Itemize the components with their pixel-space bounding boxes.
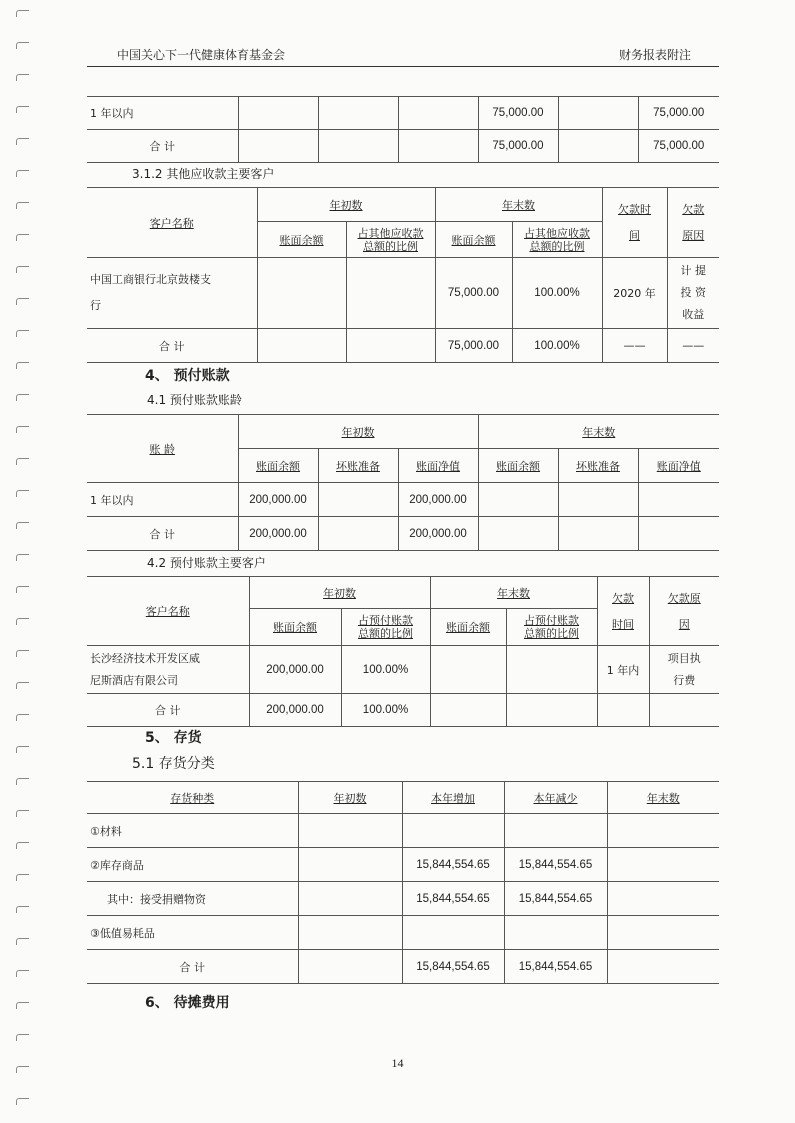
reason-a: 项目执 bbox=[667, 651, 701, 665]
table-row bbox=[87, 329, 719, 363]
header-time-b: 时间 bbox=[612, 617, 634, 631]
total-reason: —— bbox=[667, 329, 719, 363]
row-label: ②库存商品 bbox=[87, 848, 298, 882]
header-balance-end: 账面余额 bbox=[451, 233, 496, 247]
total-end-ratio: 100.00% bbox=[512, 329, 602, 363]
binding-mark bbox=[16, 106, 29, 113]
cell-decrease bbox=[504, 814, 607, 848]
binding-mark bbox=[16, 938, 29, 945]
col-increase: 本年增加 bbox=[431, 791, 475, 805]
binding-mark bbox=[16, 970, 29, 977]
col-end: 年末数 bbox=[646, 791, 680, 805]
binding-mark bbox=[16, 1034, 29, 1041]
table-row bbox=[87, 130, 719, 163]
table-row bbox=[87, 646, 719, 694]
binding-mark bbox=[16, 362, 29, 369]
overdue-time: 1 年内 bbox=[597, 646, 649, 694]
header-time-b: 间 bbox=[629, 229, 640, 242]
header-end: 年末数 bbox=[582, 425, 616, 439]
total-label: 合 计 bbox=[87, 329, 257, 363]
cell-value: 75,000.00 bbox=[478, 97, 558, 130]
binding-mark bbox=[16, 1002, 29, 1009]
header-rule bbox=[87, 66, 719, 67]
binding-mark bbox=[16, 458, 29, 465]
header-ratio-end-a: 占预付账款 bbox=[524, 614, 579, 627]
customer-name-a: 中国工商银行北京鼓楼支 bbox=[90, 273, 211, 286]
binding-mark bbox=[16, 266, 29, 273]
table-row bbox=[87, 950, 719, 984]
row-label: 合 计 bbox=[87, 517, 238, 551]
cell-increase bbox=[402, 916, 504, 950]
binding-mark bbox=[16, 74, 29, 81]
total-begin-ratio: 100.00% bbox=[341, 694, 430, 727]
header-reason-a: 欠款原 bbox=[667, 591, 701, 605]
section-4-title: 4、 预付账款 bbox=[145, 368, 230, 384]
header-ratio-a: 占其他应收款 bbox=[357, 226, 424, 240]
page-header bbox=[87, 44, 719, 64]
cell-value: 75,000.00 bbox=[478, 130, 558, 163]
table-row bbox=[87, 814, 719, 848]
binding-mark bbox=[16, 778, 29, 785]
col-bad-debt-end: 坏账准备 bbox=[576, 459, 621, 473]
binding-mark bbox=[16, 746, 29, 753]
table-row bbox=[87, 882, 719, 916]
cell-balance: 200,000.00 bbox=[238, 483, 318, 517]
cell-decrease bbox=[504, 916, 607, 950]
section-5-1-title: 5.1 存货分类 bbox=[132, 756, 215, 772]
cell-increase bbox=[402, 814, 504, 848]
header-customer: 客户名称 bbox=[145, 605, 190, 618]
binding-mark bbox=[16, 394, 29, 401]
page-number: 14 bbox=[391, 1056, 404, 1070]
cell-decrease: 15,844,554.65 bbox=[504, 950, 607, 984]
binding-mark bbox=[16, 42, 29, 49]
header-reason-a: 欠款 bbox=[682, 203, 705, 216]
header-ratio-b: 总额的比例 bbox=[358, 627, 413, 640]
end-balance: 75,000.00 bbox=[435, 258, 512, 329]
row-label: ③低值易耗品 bbox=[87, 916, 298, 950]
table-row bbox=[87, 916, 719, 950]
binding-mark bbox=[16, 234, 29, 241]
col-balance: 账面余额 bbox=[256, 459, 300, 473]
receivable-aging-table bbox=[87, 96, 719, 163]
row-label: 1 年以内 bbox=[87, 97, 238, 130]
reason-b: 投 资 bbox=[680, 286, 706, 299]
row-label: 合 计 bbox=[87, 950, 298, 984]
row-label: ①材料 bbox=[87, 814, 298, 848]
begin-ratio: 100.00% bbox=[341, 646, 430, 694]
binding-mark bbox=[16, 874, 29, 881]
binding-mark bbox=[16, 1098, 29, 1105]
cell-increase: 15,844,554.65 bbox=[402, 950, 504, 984]
header-reason-b: 原因 bbox=[682, 229, 705, 242]
binding-mark bbox=[16, 10, 29, 17]
header-begin: 年初数 bbox=[323, 586, 356, 600]
end-ratio: 100.00% bbox=[512, 258, 602, 329]
cell-decrease: 15,844,554.65 bbox=[504, 882, 607, 916]
binding-mark bbox=[16, 490, 29, 497]
inventory-table bbox=[87, 781, 719, 984]
reason-a: 计 提 bbox=[680, 264, 706, 277]
col-decrease: 本年减少 bbox=[533, 791, 578, 805]
header-ratio-a: 占预付账款 bbox=[358, 614, 413, 627]
binding-mark bbox=[16, 682, 29, 689]
col-begin: 年初数 bbox=[333, 791, 367, 805]
col-net: 账面净值 bbox=[416, 459, 460, 473]
table-row bbox=[87, 483, 719, 517]
header-balance: 账面余额 bbox=[279, 233, 324, 247]
binding-mark bbox=[16, 330, 29, 337]
col-inventory-type: 存货种类 bbox=[170, 791, 215, 805]
section-6-title: 6、 待摊费用 bbox=[145, 995, 230, 1011]
header-reason-b: 因 bbox=[678, 617, 690, 631]
overdue-time: 2020 年 bbox=[602, 258, 667, 329]
header-org: 中国关心下一代健康体育基金会 bbox=[117, 48, 286, 62]
header-ratio-end-b: 总额的比例 bbox=[524, 627, 579, 640]
header-time-a: 欠款时 bbox=[618, 203, 651, 216]
binding-mark bbox=[16, 298, 29, 305]
row-label: 合 计 bbox=[87, 130, 238, 163]
table-row bbox=[87, 694, 719, 727]
binding-mark bbox=[16, 138, 29, 145]
binding-mark bbox=[16, 202, 29, 209]
customer-name-b: 尼斯酒店有限公司 bbox=[90, 673, 178, 687]
binding-mark bbox=[16, 426, 29, 433]
reason-b: 行费 bbox=[673, 673, 696, 687]
header-begin: 年初数 bbox=[329, 198, 363, 212]
reason-c: 收益 bbox=[682, 308, 705, 321]
prepayment-aging-table bbox=[87, 414, 719, 551]
cell-value: 75,000.00 bbox=[638, 97, 719, 130]
binding-mark bbox=[16, 810, 29, 817]
binding-mark bbox=[16, 170, 29, 177]
col-balance-end: 账面余额 bbox=[496, 459, 541, 473]
binding-mark bbox=[16, 906, 29, 913]
cell-balance: 200,000.00 bbox=[238, 517, 318, 551]
begin-balance: 200,000.00 bbox=[249, 646, 341, 694]
binding-mark bbox=[16, 842, 29, 849]
total-time: —— bbox=[602, 329, 667, 363]
header-balance: 账面余额 bbox=[273, 621, 317, 634]
header-end: 年末数 bbox=[497, 586, 530, 600]
cell-increase: 15,844,554.65 bbox=[402, 848, 504, 882]
row-label: 其中：接受捐赠物资 bbox=[87, 882, 298, 916]
header-begin: 年初数 bbox=[341, 425, 375, 439]
col-bad-debt: 坏账准备 bbox=[336, 459, 380, 473]
table-row bbox=[87, 258, 719, 329]
binding-mark bbox=[16, 650, 29, 657]
cell-net: 200,000.00 bbox=[398, 517, 478, 551]
total-end-balance: 75,000.00 bbox=[435, 329, 512, 363]
header-ratio-end-a: 占其他应收款 bbox=[524, 226, 590, 240]
prepayment-customers-table bbox=[87, 576, 719, 727]
other-receivables-customers-table bbox=[87, 187, 719, 363]
cell-decrease: 15,844,554.65 bbox=[504, 848, 607, 882]
table-row bbox=[87, 848, 719, 882]
header-balance-end: 账面余额 bbox=[446, 621, 490, 634]
total-label: 合 计 bbox=[87, 694, 249, 727]
binding-mark bbox=[16, 522, 29, 529]
table-row bbox=[87, 97, 719, 130]
binding-mark bbox=[16, 618, 29, 625]
cell-increase: 15,844,554.65 bbox=[402, 882, 504, 916]
section-3-1-2-title: 3.1.2 其他应收款主要客户 bbox=[132, 167, 275, 181]
customer-name-b: 行 bbox=[90, 299, 101, 312]
row-label: 1 年以内 bbox=[87, 483, 238, 517]
header-end: 年末数 bbox=[502, 198, 535, 212]
header-time-a: 欠款 bbox=[612, 591, 634, 605]
total-begin-balance: 200,000.00 bbox=[249, 694, 341, 727]
cell-value: 75,000.00 bbox=[638, 130, 719, 163]
header-doc-title: 财务报表附注 bbox=[618, 48, 691, 62]
header-age: 账 龄 bbox=[149, 442, 175, 456]
header-ratio-end-b: 总额的比例 bbox=[529, 239, 585, 253]
col-net-end: 账面净值 bbox=[656, 459, 701, 473]
header-customer: 客户名称 bbox=[149, 216, 194, 230]
section-4-1-title: 4.1 预付账款账龄 bbox=[147, 393, 242, 407]
binding-mark bbox=[16, 714, 29, 721]
cell-net: 200,000.00 bbox=[398, 483, 478, 517]
customer-name-a: 长沙经济技术开发区威 bbox=[90, 651, 200, 665]
section-4-2-title: 4.2 预付账款主要客户 bbox=[147, 556, 266, 570]
header-ratio-b: 总额的比例 bbox=[363, 239, 418, 253]
binding-mark bbox=[16, 586, 29, 593]
table-row bbox=[87, 517, 719, 551]
binding-marks bbox=[14, 0, 34, 1123]
section-5-title: 5、 存货 bbox=[145, 730, 202, 746]
binding-mark bbox=[16, 554, 29, 561]
